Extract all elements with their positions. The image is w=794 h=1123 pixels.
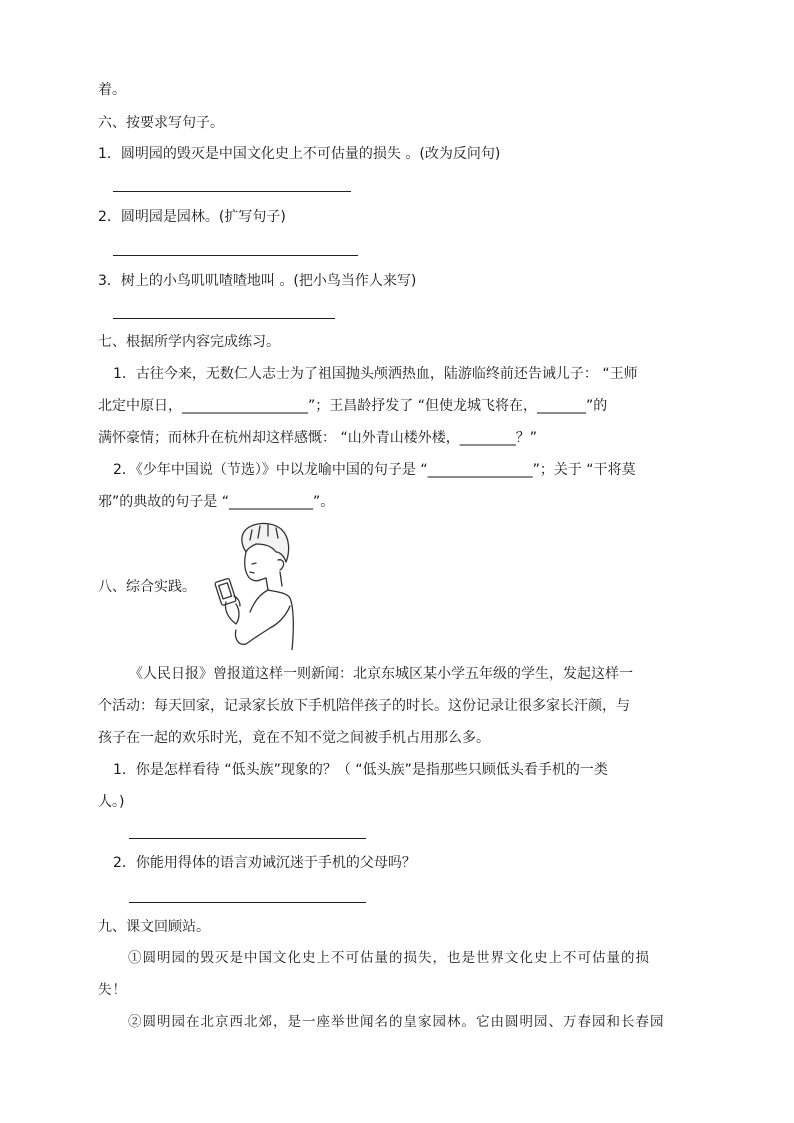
answer-line[interactable] — [129, 902, 366, 903]
top-fragment: 着。 — [98, 82, 126, 98]
section9-title: 九、课文回顾站。 — [98, 919, 210, 935]
section7-q2-line2: 邪”的典故的句子是 “____________”。 — [98, 494, 335, 510]
answer-line[interactable] — [129, 838, 366, 839]
section8-q1-line1: 1．你是怎样看待 “低头族”现象的？（ “低头族”是指那些只顾低头看手机的一类 — [113, 762, 608, 778]
section8-paragraph-line3: 孩子在一起的欢乐时光，竟在不知不觉之间被手机占用那么多。 — [98, 730, 490, 746]
section7-q1-line3: 满怀豪情；而林升在杭州却这样感慨： “山外青山楼外楼，________？” — [98, 430, 537, 446]
section8-q2: 2．你能用得体的语言劝诫沉迷于手机的父母吗？ — [113, 855, 416, 871]
section7-q1-line1: 1．古往今来，无数仁人志士为了祖国抛头颅洒热血，陆游临终前还告诫儿子： “王师 — [113, 366, 638, 382]
section9-item2-line1: ②圆明园在北京西北郊，是一座举世闻名的皇家园林。它由圆明园、万春园和长春园 — [128, 1014, 665, 1030]
section9-item1-line2: 失！ — [98, 982, 127, 998]
section8-paragraph-line1: 《人民日报》曾报道这样一则新闻：北京东城区某小学五年级的学生，发起这样一 — [129, 666, 633, 682]
section6-question-2: 2．圆明园是园林。(扩写句子) — [98, 209, 286, 225]
section9-item1-line1: ①圆明园的毁灭是中国文化史上不可估量的损失，也是世界文化史上不可估量的损 — [128, 950, 650, 966]
section8-q1-line2: 人。) — [98, 794, 125, 810]
answer-line[interactable] — [113, 255, 358, 256]
answer-line[interactable] — [113, 318, 335, 319]
answer-line[interactable] — [113, 191, 351, 192]
section7-q1-line2: 北定中原日，__________________”；王昌龄抒发了 “但使龙城飞将在，_______”的 — [98, 398, 608, 414]
section8-title: 八、综合实践。 — [98, 579, 196, 595]
section6-title: 六、按要求写句子。 — [98, 115, 224, 131]
section7-q2-line1: 2．《少年中国说（节选）》中以龙喻中国的句子是 “_______________”；关于 “干将莫 — [113, 462, 636, 478]
section6-question-1: 1．圆明园的毁灭是中国文化史上不可估量的损失 。(改为反问句) — [98, 146, 501, 162]
boy-with-phone-illustration — [206, 520, 296, 650]
section7-title: 七、根据所学内容完成练习。 — [98, 334, 280, 350]
section8-paragraph-line2: 个活动：每天回家，记录家长放下手机陪伴孩子的时长。这份记录让很多家长汗颜，与 — [98, 698, 630, 714]
section6-question-3: 3．树上的小鸟叽叽喳喳地叫 。(把小鸟当作人来写) — [98, 273, 417, 289]
